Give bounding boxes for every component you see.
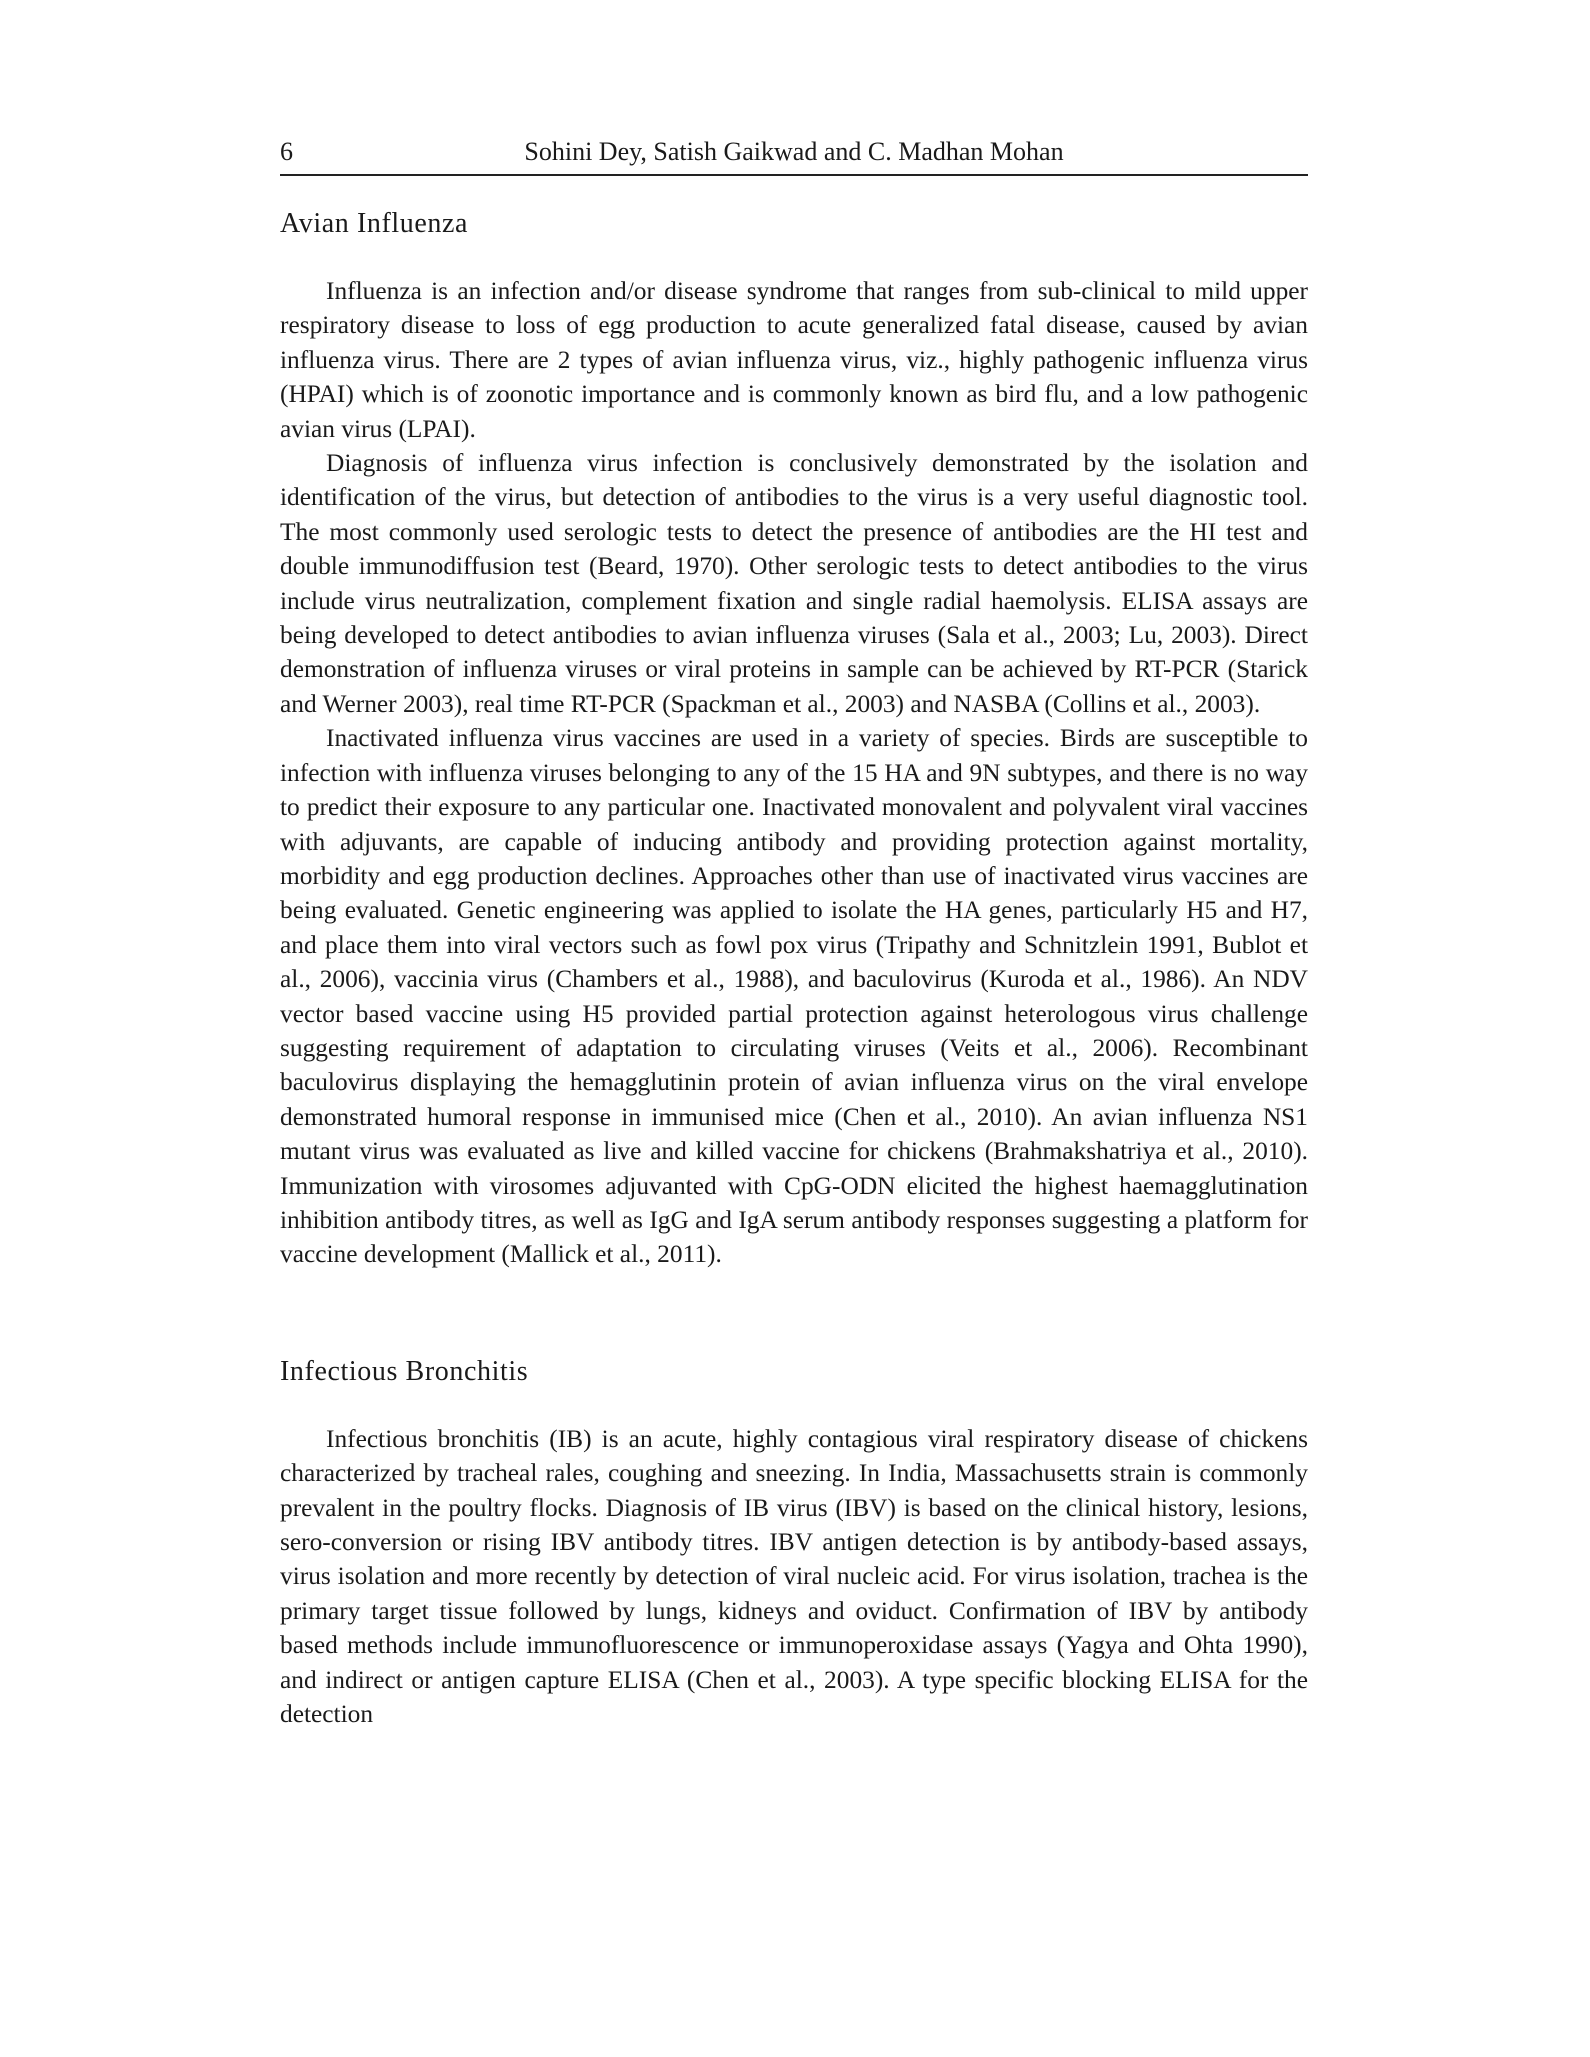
page-number: 6 [280,137,293,166]
paragraph: Infectious bronchitis (IB) is an acute, highly contagious viral respiratory disease of chickens characterized by tracheal rales, coughing and sneezing. In India, Massachusetts strain is commonly prevalent in the poultry flocks. Diagnosis of IB virus (IBV) is based on the clinical history, lesions, sero-conversion or rising IBV antibody titres. IBV antigen detection is by antibody-based assays, virus isolation and more recently by detection of viral nucleic acid. For virus isolation, trachea is the primary target tissue followed by lungs, kidneys and oviduct. Confirmation of IBV by antibody based methods include immunofluorescence or immunoperoxidase assays (Yagya and Ohta 1990), and indirect or antigen capture ELISA (Chen et al., 2003). A type specific blocking ELISA for the detection [280,1424,1308,1729]
paragraph: Inactivated influenza virus vaccines are used in a variety of species. Birds are susceptible to infection with influenza viruses belonging to any of the 15 HA and 9N subtypes, and there is no way to predict their exposure to any particular one. Inactivated monovalent and polyvalent viral vaccines with adjuvants, are capable of inducing antibody and providing protection against mortality, morbidity and egg production declines. Approaches other than use of inactivated virus vaccines are being evaluated. Genetic engineering was applied to isolate the HA genes, particularly H5 and H7, and place them into viral vectors such as fowl pox virus (Tripathy and Schnitzlein 1991, Bublot et al., 2006), vaccinia virus (Chambers et al., 1988), and baculovirus (Kuroda et al., 1986). An NDV vector based vaccine using H5 provided partial protection against heterologous virus challenge suggesting requirement of adaptation to circulating viruses (Veits et al., 2006). Recombinant baculovirus displaying the hemagglutinin protein of avian influenza virus on the viral envelope demonstrated humoral response in immunised mice (Chen et al., 2010). An avian influenza NS1 mutant virus was evaluated as live and killed vaccine for chickens (Brahmakshatriya et al., 2010). Immunization with virosomes adjuvanted with CpG-ODN elicited the highest haemagglutination inhibition antibody titres, as well as IgG and IgA serum antibody responses suggesting a platform for vaccine development (Mallick et al., 2011). [280,724,1308,1269]
running-header [280,130,1308,176]
section-body-avian-influenza [280,274,1308,1272]
section-heading-avian-influenza: Avian Influenza [280,208,469,239]
paragraph: Diagnosis of influenza virus infection is conclusively demonstrated by the isolation and identification of the virus, but detection of antibodies to the virus is a very useful diagnostic tool. The most commonly used serologic tests to detect the presence of antibodies are the HI test and double immunodiffusion test (Beard, 1970). Other serologic tests to detect antibodies to the virus include virus neutralization, complement fixation and single radial haemolysis. ELISA assays are being developed to detect antibodies to avian influenza viruses (Sala et al., 2003; Lu, 2003). Direct demonstration of influenza viruses or viral proteins in sample can be achieved by RT-PCR (Starick and Werner 2003), real time RT-PCR (Spackman et al., 2003) and NASBA (Collins et al., 2003). [280,449,1308,718]
section-heading-infectious-bronchitis: Infectious Bronchitis [280,1355,529,1387]
section-body-infectious-bronchitis [280,1422,1308,1732]
page [280,130,1308,1731]
running-header-authors: Sohini Dey, Satish Gaikwad and C. Madhan Mohan [524,137,1064,166]
paragraph: Influenza is an infection and/or disease syndrome that ranges from sub-clinical to mild upper respiratory disease to loss of egg production to acute generalized fatal disease, caused by avian influenza virus. There are 2 types of avian influenza virus, viz., highly pathogenic influenza virus (HPAI) which is of zoonotic importance and is commonly known as bird flu, and a low pathogenic avian virus (LPAI). [280,277,1308,443]
